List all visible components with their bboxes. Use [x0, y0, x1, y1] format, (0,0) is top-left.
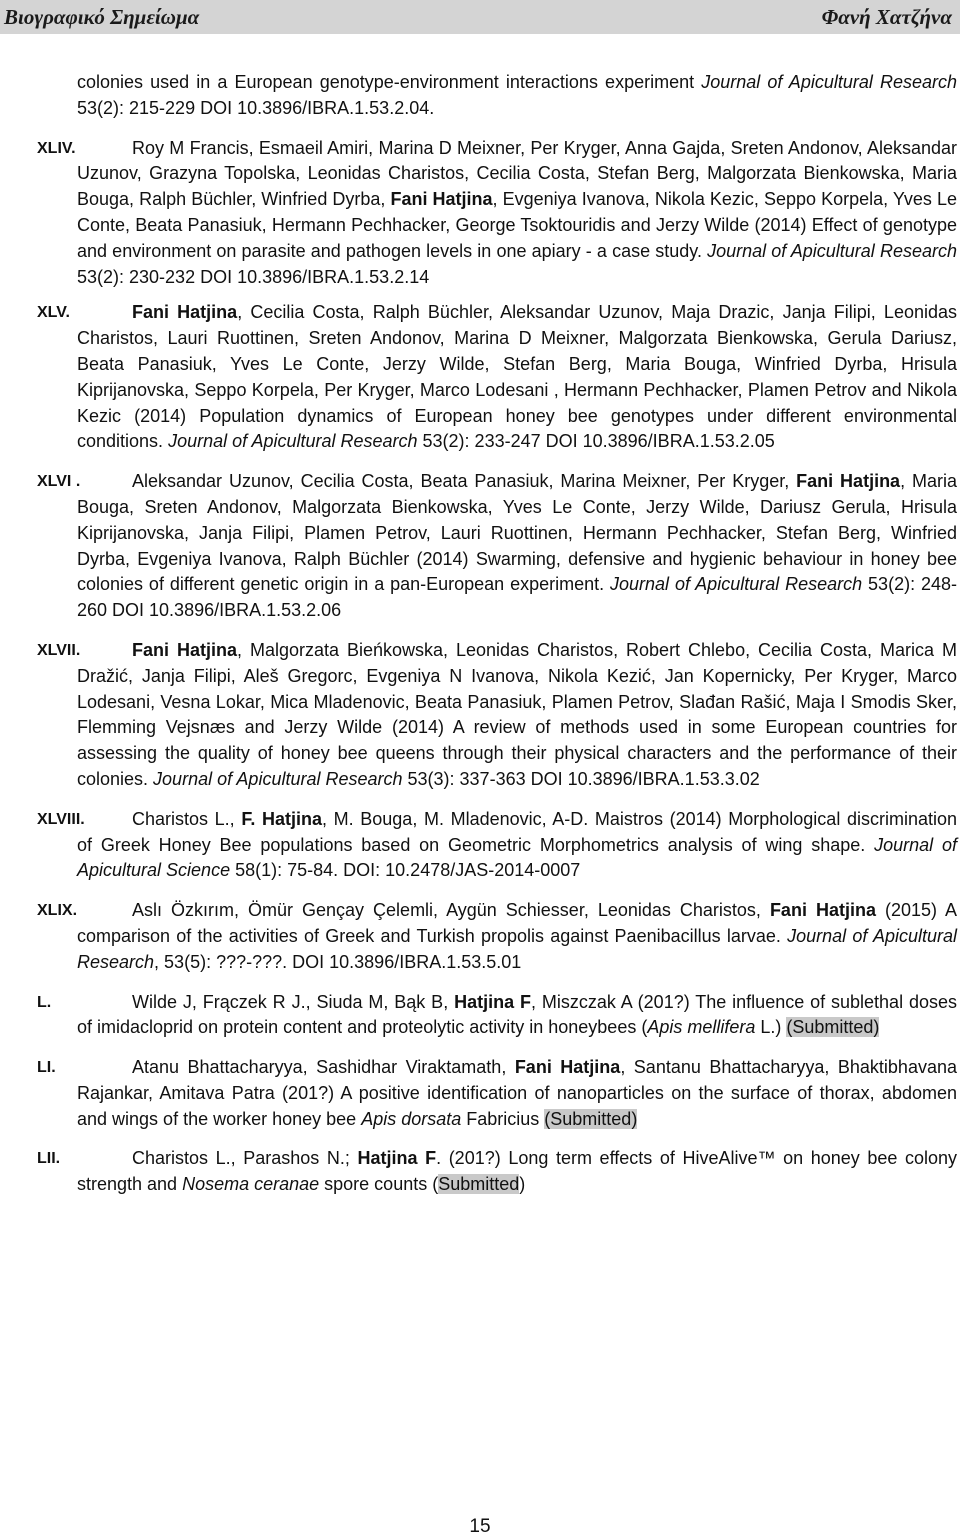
entry-bold: Fani Hatjina [132, 302, 238, 323]
entry-italic: Journal of Apicultural Science [77, 834, 957, 881]
entry-italic: Journal of Apicultural Research [168, 431, 418, 452]
entry-text: colonies used in a European genotype-environment interactions experiment [77, 72, 702, 92]
entry-number: LI. [37, 1059, 56, 1077]
entry-status: (Submitted) [544, 1108, 638, 1129]
entry-text: Roy M Francis, Esmaeil Amiri, Marina D Meixner, Per Kryger, Anna Gajda, Sreten Andonov, Aleksandar Uzunov, Grazyna Topolska, Leonidas Charistos, Cecilia Costa, Stefan Berg, Malgorzata Bienkowska, Maria Bouga, Ralph Büchler, Winfried Dyrba, [77, 137, 957, 210]
header-author: Φανή Χατζήνα [821, 5, 952, 29]
publication-entry [37, 136, 957, 291]
entry-status: Submitted [438, 1174, 520, 1195]
entry-text: Aleksandar Uzunov, Cecilia Costa, Beata Panasiuk, Marina Meixner, Per Kryger, [132, 471, 797, 492]
entry-italic: Journal of Apicultural Research [707, 240, 957, 261]
entry-text: 53(2): 215-229 DOI 10.3896/IBRA.1.53.2.04. [77, 97, 435, 118]
entry-text: 58(1): 75-84. DOI: 10.2478/JAS-2014-0007 [230, 860, 581, 881]
entry-text: 53(2): 233-247 DOI 10.3896/IBRA.1.53.2.05 [417, 431, 775, 452]
entry-bold: Fani Hatjina [796, 471, 901, 492]
entry-bold: Hatjina F [454, 991, 531, 1012]
publication-entry [37, 990, 957, 1042]
publication-entry [37, 1146, 957, 1198]
entry-text: Wilde J, Frączek R J., Siuda M, Bąk B, [132, 991, 455, 1012]
entry-text: spore counts ( [319, 1174, 439, 1195]
entry-bold: Fani Hatjina [769, 900, 876, 921]
entry-italic: Journal of Apicultural Research [153, 768, 403, 789]
entry-number: XLVIII. [37, 810, 85, 828]
entry-bold: Fani Hatjina [390, 189, 493, 210]
entry-text: , Maria Bouga, Sreten Andonov, Malgorzata Bienkowska, Yves Le Conte, Jerzy Wilde, Dariusz Gerula, Hrisula Kiprijanovska, Janja Filipi, Plamen Petrov, Lauri Ruottinen, Hermann Pechhacker, Stefan Berg, Winfried Dyrba, Evgeniya Ivanova, Ralph Büchler (2014) Swarming, defensive and hygienic behaviour in honey bee colonies of different genetic origin in a pan-European experiment. [77, 471, 958, 595]
entry-number: XLIV. [37, 139, 76, 157]
entry-text: , Cecilia Costa, Ralph Büchler, Aleksandar Uzunov, Maja Drazic, Janja Filipi, Leonidas Charistos, Lauri Ruottinen, Sreten Andonov, Marina D Meixner, Malgorzata Bienkowska, Gerula Dariusz, Beata Panasiuk, Yves Le Conte, Jerzy Wilde, Stefan Berg, Maria Bouga, Winfried Dyrba, Hrisula Kiprijanovska, Seppo Korpela, Per Kryger, Marco Lodesani , Hermann Pechhacker, Plamen Petrov and Nikola Kezic (2014) Population dynamics of European honey bee genotypes under different environmental conditions. [77, 302, 957, 452]
page-header [0, 0, 960, 34]
publication-entry [37, 300, 957, 455]
entry-italic: Nosema ceranae [182, 1174, 320, 1195]
entry-text: Aslı Özkırım, Ömür Gençay Çelemli, Aygün Schiesser, Leonidas Charistos, [132, 900, 770, 921]
entry-text: , Malgorzata Bieńkowska, Leonidas Charistos, Robert Chlebo, Cecilia Costa, Marica M Dražić, Janja Filipi, Aleš Gregorc, Evgeniya N Ivanova, Nikola Kezić, Jan Kopernicky, Per Kryger, Marco Lodesani, Vesna Lokar, Mica Mladenovic, Beata Panasiuk, Plamen Petrov, Slađan Rašić, Maja I Smodis Sker, Flemming Vejsnæs and Jerzy Wilde (2014) A review of methods used in some European countries for assessing the quality of honey bee queens through their physical characters and the performance of their colonies. [77, 639, 958, 789]
entry-bold: Fani Hatjina [132, 639, 237, 660]
entry-text: Fabricius [461, 1108, 545, 1129]
entry-bold: Fani Hatjina [514, 1057, 621, 1078]
publication-entry [37, 469, 958, 624]
entry-text: ) [519, 1174, 526, 1195]
entry-italic: Journal of Apicultural Research [77, 925, 957, 972]
entry-italic: Apis mellifera [647, 1017, 756, 1038]
entry-text: 53(3): 337-363 DOI 10.3896/IBRA.1.53.3.02 [402, 768, 760, 789]
publication-entry [37, 807, 957, 884]
entry-text: , Evgeniya Ivanova, Nikola Kezic, Seppo Korpela, Yves Le Conte, Beata Panasiuk, Hermann Pechhacker, George Tsoktouridis and Jerzy Wilde (2014) Effect of genotype and environment on parasite and pathogen levels in one apiary - a case study. [77, 189, 957, 261]
header-title: Βιογραφικό Σημείωμα [4, 5, 200, 29]
publication-entry [77, 70, 957, 122]
entry-text: Charistos L., Parashos N.; [132, 1148, 358, 1169]
entry-status: (Submitted) [786, 1017, 880, 1038]
entry-number: L. [37, 993, 52, 1011]
entry-text: 53(2): 248-260 DOI 10.3896/IBRA.1.53.2.06 [77, 574, 957, 621]
entry-number: LII. [37, 1150, 61, 1168]
entry-text: L.) [755, 1017, 787, 1038]
entry-bold: Hatjina F [357, 1148, 437, 1169]
entry-text: Atanu Bhattacharyya, Sashidhar Viraktamath, [132, 1057, 515, 1078]
entry-italic: Journal of Apicultural Research [701, 72, 957, 92]
publication-entry [37, 638, 958, 793]
entry-text: . (201?) Long term effects of HiveAlive™ on honey bee colony strength and [77, 1148, 957, 1195]
publication-entry [37, 1055, 957, 1132]
entry-text: , 53(5): ???-???. DOI 10.3896/IBRA.1.53.5.01 [154, 951, 522, 972]
entry-text: (2015) A comparison of the activities of Greek and Turkish propolis against Paenibacillus larvae. [77, 900, 958, 946]
entry-bold: F. Hatjina [241, 808, 322, 829]
entry-number: XLVII. [37, 641, 81, 659]
publication-list [0, 70, 960, 1212]
entry-text: , M. Bouga, M. Mladenovic, A-D. Maistros (2014) Morphological discrimination of Greek Honey Bee populations based on Geometric Morphometrics analysis of wing shape. [77, 808, 957, 855]
page-number: 15 [469, 1516, 491, 1537]
entry-italic: Journal of Apicultural Research [610, 574, 863, 595]
entry-text: Charistos L., [132, 808, 242, 829]
entry-number: XLV. [37, 304, 70, 322]
publication-entry [37, 898, 958, 975]
entry-number: XLVI . [37, 473, 81, 491]
entry-text: , Santanu Bhattacharyya, Bhaktibhavana Rajankar, Amitava Patra (201?) A positive identification of nanoparticles on the surface of thorax, abdomen and wings of the worker honey bee [77, 1057, 957, 1129]
entry-text: , Miszczak A (201?) The influence of sublethal doses of imidacloprid on protein content and proteolytic activity in honeybees ( [77, 991, 957, 1038]
entry-number: XLIX. [37, 902, 78, 920]
entry-italic: Apis dorsata [361, 1108, 462, 1129]
entry-text: 53(2): 230-232 DOI 10.3896/IBRA.1.53.2.14 [77, 266, 430, 287]
